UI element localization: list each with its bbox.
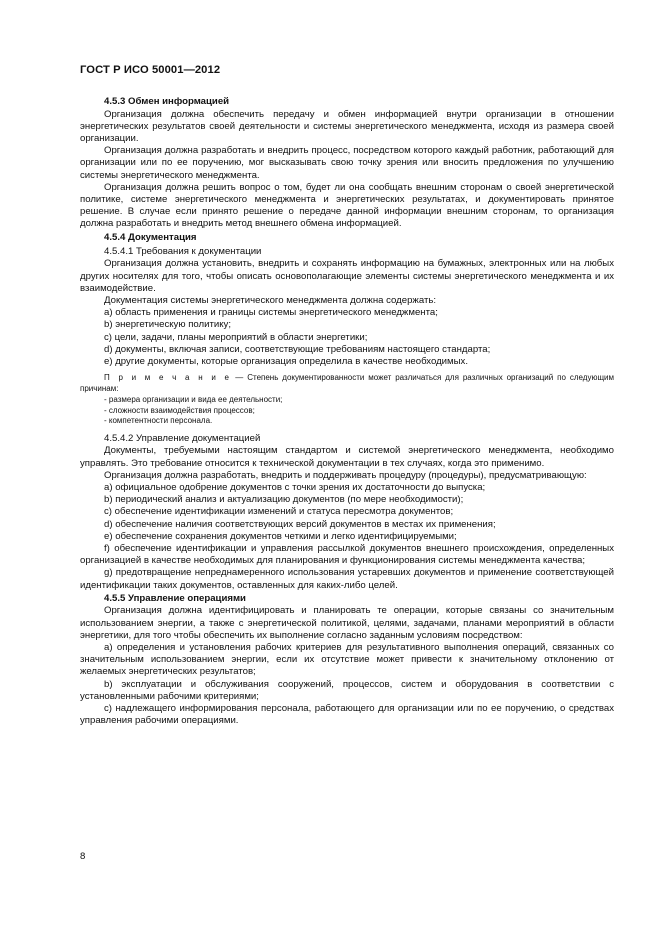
paragraph: Организация должна установить, внедрить и сохранять информацию на бумажных, электронных или на любых других носителях для того, чтобы описать основополагающие элементы системы энергетического менеджмента и их взаимодействие.	[80, 258, 614, 294]
list-item: d) обеспечение наличия соответствующих версий документов в местах их применения;	[104, 518, 496, 530]
paragraph: Организация должна обеспечить передачу и обмен информацией внутри организации в отношении энергетических результатов своей деятельности и системы энергетического менеджмента, исходя из размера своей организации.	[80, 108, 614, 144]
section-heading-4-5-5: 4.5.5 Управление операциями	[104, 592, 246, 604]
paragraph: Организация должна разработать, внедрить и поддерживать процедуру (процедуры), предусматривающую:	[104, 469, 587, 481]
note-text: — Степень документированности может различаться для различных организаций по следующим причинам:	[80, 373, 614, 394]
document-body	[80, 95, 614, 728]
document-header: ГОСТ Р ИСО 50001—2012	[80, 64, 221, 76]
list-item: d) документы, включая записи, соответствующие требованиям настоящего стандарта;	[104, 343, 491, 355]
list-item: a) официальное одобрение документов с точки зрения их достаточности до выпуска;	[104, 482, 486, 494]
section-heading-4-5-3: 4.5.3 Обмен информацией	[104, 96, 230, 107]
list-item: g) предотвращение непреднамеренного использования устаревших документов и применение соответствующей идентификации таких документов, оставленных для каких-либо целей.	[80, 567, 614, 591]
page-number: 8	[80, 851, 86, 862]
paragraph: Документация системы энергетического менеджмента должна содержать:	[104, 295, 437, 307]
list-item: c) цели, задачи, планы мероприятий в области энергетики;	[104, 331, 368, 343]
subsection-heading-4-5-4-2: 4.5.4.2 Управление документацией	[104, 433, 261, 445]
note-block	[80, 373, 614, 427]
list-item: b) энергетическую политику;	[104, 319, 232, 331]
note-paragraph	[80, 373, 614, 395]
list-item: f) обеспечение идентификации и управления рассылкой документов внешнего происхождения, определенных организацией в качестве необходимых для планирования и функционирования системы менеджмента качества;	[80, 543, 614, 567]
list-item: b) эксплуатации и обслуживания сооружений, процессов, систем и оборудования в соответствии с установленными рабочими критериями;	[80, 678, 614, 702]
note-list-item: - сложности взаимодействия процессов;	[104, 405, 255, 415]
list-item: b) периодический анализ и актуализацию документов (по мере необходимости);	[104, 494, 464, 506]
note-label: П р и м е ч а н и е	[104, 373, 232, 383]
paragraph: Организация должна разработать и внедрить процесс, посредством которого каждый работник, работающий для организации или по ее поручению, мог высказывать свою точку зрения или вносить предложения по улучшению системы энергетического менеджмента.	[80, 145, 614, 181]
list-item: e) другие документы, которые организация определила в качестве необходимых.	[104, 356, 468, 368]
list-item: e) обеспечение сохранения документов четкими и легко идентифицируемыми;	[104, 530, 457, 542]
list-item: a) определения и установления рабочих критериев для результативного выполнения операций, связанных со значительным использованием энергии, если их отсутствие может привести к значительному отклонению от желаемых энергетических результатов;	[80, 642, 614, 678]
note-list-item: - компетентности персонала.	[104, 416, 213, 426]
paragraph: Документы, требуемыми настоящим стандартом и системой энергетического менеджмента, необходимо управлять. Это требование относится к технической документации в тех случаях, когда это применимо.	[80, 445, 614, 469]
section-heading-4-5-4: 4.5.4 Документация	[104, 231, 197, 243]
subsection-heading-4-5-4-1: 4.5.4.1 Требования к документации	[104, 246, 262, 258]
list-item: c) надлежащего информирования персонала, работающего для организации или по ее поручению, о средствах управления рабочими операциями.	[80, 703, 614, 727]
paragraph: Организация должна решить вопрос о том, будет ли она сообщать внешним сторонам о своей энергетической политике, системе энергетического менеджмента и энергетических результатах, и документировать принятое решение. В случае если принято решение о передаче данной информации внешним сторонам, то организация должна разработать и внедрить метод внешнего обмена информацией.	[80, 181, 614, 230]
paragraph: Организация должна идентифицировать и планировать те операции, которые связаны со значительным использованием энергии, а также с энергетической политикой, целями, задачами, планами мероприятий в области энергетики, для того чтобы обеспечить их выполнение согласно заданным условиям посредством:	[80, 605, 614, 641]
note-list-item: - размера организации и вида ее деятельности;	[104, 394, 283, 404]
list-item: a) область применения и границы системы энергетического менеджмента;	[104, 307, 438, 319]
list-item: c) обеспечение идентификации изменений и статуса пересмотра документов;	[104, 506, 454, 518]
